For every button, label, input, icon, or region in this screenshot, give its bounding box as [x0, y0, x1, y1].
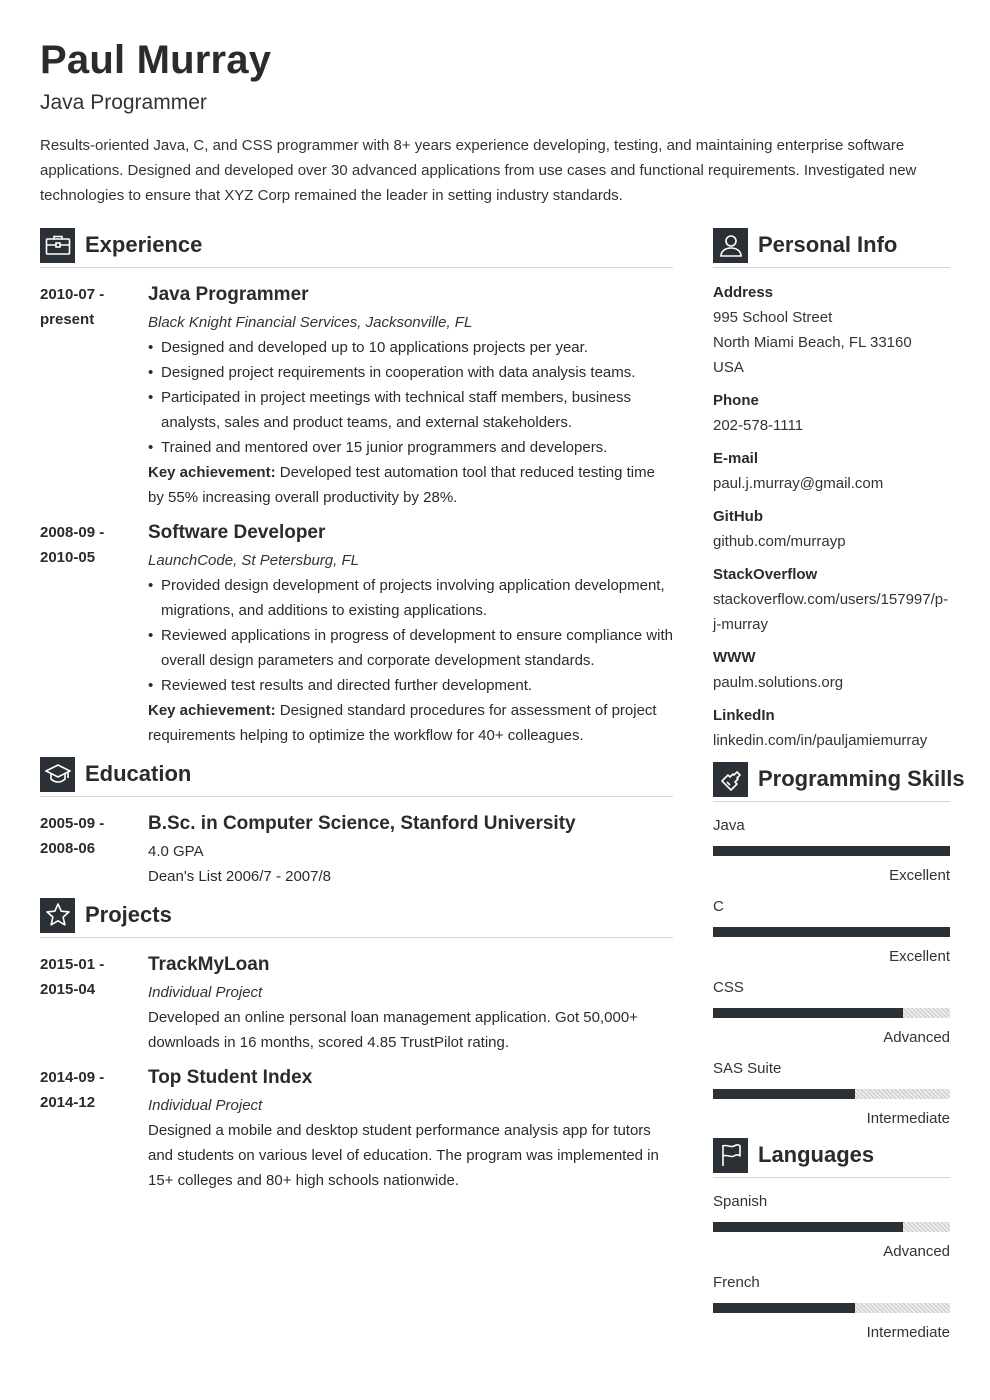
project-desc: Developed an online personal loan management application. Got 50,000+ downloads in 16 months, scored 4.85 TrustPilot rating.	[148, 1009, 638, 1051]
language-name: Spanish	[713, 1193, 768, 1210]
address-line: USA	[713, 359, 744, 376]
phone-value: 202-578-1111	[713, 417, 804, 434]
skill-level: Advanced	[883, 1029, 950, 1046]
deans-list: Dean's List 2006/7 - 2007/8	[148, 868, 331, 885]
github-value: github.com/murrayp	[713, 533, 846, 550]
linkedin-value: linkedin.com/in/pauljamiemurray	[713, 732, 928, 749]
puzzle-hand-icon	[713, 762, 748, 797]
language-name: French	[713, 1274, 760, 1291]
experience-title: Experience	[85, 232, 203, 257]
project-date: 2014-09 - 2014-12	[40, 1069, 105, 1111]
bullet: • Designed and developed up to 10 applications projects per year.	[148, 335, 673, 360]
summary: Results-oriented Java, C, and CSS programmer with 8+ years experience developing, testing, and maintaining enterprise software applications. Designed and developed over 30 advanced applications from use cases and functional requirements. Investigated new technologies to ensure that XYZ Corp remained the leader in setting industry standards.	[40, 137, 917, 204]
flag-icon	[713, 1138, 748, 1173]
address-group: Address 995 School Street North Miami Beach, FL 33160 USA	[713, 280, 950, 380]
language-level: Intermediate	[866, 1324, 950, 1341]
project-title: TrackMyLoan	[148, 954, 270, 975]
skills-list	[713, 813, 950, 1131]
linkedin-group: LinkedIn linkedin.com/in/pauljamiemurray	[713, 703, 950, 753]
skills-header	[713, 761, 965, 802]
language-item	[713, 1189, 950, 1264]
right-column	[713, 227, 965, 1351]
email-group: E-mail paul.j.murray@gmail.com	[713, 446, 950, 496]
personal-info-title: Personal Info	[758, 232, 898, 257]
language-item	[713, 1270, 950, 1345]
skill-bar	[713, 1008, 950, 1018]
www-group: WWW paulm.solutions.org	[713, 645, 950, 695]
gpa: 4.0 GPA	[148, 843, 204, 860]
graduation-cap-icon	[40, 757, 75, 792]
skills-title: Programming Skills	[758, 766, 965, 791]
language-bar	[713, 1303, 950, 1313]
language-bar	[713, 1222, 950, 1232]
projects-title: Projects	[85, 902, 172, 927]
skill-name: C	[713, 898, 724, 915]
education-header	[40, 756, 673, 797]
job-title: Java Programmer	[148, 284, 309, 305]
experience-header	[40, 227, 673, 268]
phone-group: Phone 202-578-1111	[713, 388, 950, 438]
skill-level: Excellent	[889, 867, 950, 884]
bullet: • Participated in project meetings with technical staff members, business analysts, sales and product teams, and external stakeholders.	[148, 385, 673, 435]
project-desc: Designed a mobile and desktop student performance analysis app for tutors and students on various level of education. The program was implemented in 15+ colleges and 80+ high schools nationwide.	[148, 1122, 659, 1189]
degree-title: B.Sc. in Computer Science, Stanford University	[148, 813, 576, 834]
project-type: Individual Project	[148, 984, 263, 1001]
skill-item	[713, 894, 950, 969]
address-line: 995 School Street	[713, 309, 833, 326]
left-column	[40, 227, 673, 1193]
languages-list	[713, 1189, 950, 1345]
key-achievement: Key achievement: Developed test automation tool that reduced testing time by 55% increasing overall productivity by 28%.	[148, 464, 655, 506]
candidate-role: Java Programmer	[40, 91, 207, 114]
skill-bar-fill	[713, 1008, 903, 1018]
skill-bar-fill	[713, 846, 950, 856]
skill-name: Java	[713, 817, 745, 834]
bullet: • Provided design development of projects involving application development, migrations, and additions to existing applications.	[148, 573, 673, 623]
bullet: • Reviewed test results and directed further development.	[148, 673, 673, 698]
skill-level: Intermediate	[866, 1110, 950, 1127]
language-bar-fill	[713, 1303, 855, 1313]
personal-info-header	[713, 227, 950, 268]
job-bullets	[148, 335, 673, 460]
languages-title: Languages	[758, 1142, 875, 1167]
project-entry	[40, 1065, 673, 1193]
project-type: Individual Project	[148, 1097, 263, 1114]
skill-level: Excellent	[889, 948, 950, 965]
job-entry	[40, 282, 673, 510]
skill-bar	[713, 927, 950, 937]
skill-name: CSS	[713, 979, 744, 996]
skill-item	[713, 975, 950, 1050]
education-entry	[40, 811, 673, 889]
bullet: • Reviewed applications in progress of development to ensure compliance with overall design parameters and corporate development standards.	[148, 623, 673, 673]
job-title: Software Developer	[148, 522, 326, 543]
language-bar-fill	[713, 1222, 903, 1232]
skill-bar-fill	[713, 927, 950, 937]
projects-header	[40, 897, 673, 938]
job-org: LaunchCode, St Petersburg, FL	[148, 552, 359, 569]
star-icon	[40, 898, 75, 933]
job-bullets	[148, 573, 673, 698]
briefcase-icon	[40, 228, 75, 263]
skill-name: SAS Suite	[713, 1060, 782, 1077]
stackoverflow-value: stackoverflow.com/users/157997/p-j-murray	[713, 591, 949, 633]
project-date: 2015-01 - 2015-04	[40, 956, 105, 998]
github-group: GitHub github.com/murrayp	[713, 504, 950, 554]
education-title: Education	[85, 761, 192, 786]
bullet: • Trained and mentored over 15 junior programmers and developers.	[148, 435, 673, 460]
bullet: • Designed project requirements in cooperation with data analysis teams.	[148, 360, 673, 385]
language-level: Advanced	[883, 1243, 950, 1260]
job-date: 2008-09 - 2010-05	[40, 524, 105, 566]
skill-bar-fill	[713, 1089, 855, 1099]
stackoverflow-group: StackOverflow stackoverflow.com/users/157997/p-j-murray	[713, 562, 950, 637]
skill-item	[713, 813, 950, 888]
job-org: Black Knight Financial Services, Jacksonville, FL	[148, 314, 473, 331]
candidate-name: Paul Murray	[40, 38, 272, 82]
job-entry	[40, 520, 673, 748]
skill-bar	[713, 1089, 950, 1099]
job-date: 2010-07 - present	[40, 286, 105, 328]
languages-header	[713, 1137, 950, 1178]
address-line: North Miami Beach, FL 33160	[713, 334, 912, 351]
education-date: 2005-09 - 2008-06	[40, 815, 105, 857]
skill-item	[713, 1056, 950, 1131]
www-value: paulm.solutions.org	[713, 674, 844, 691]
email-value: paul.j.murray@gmail.com	[713, 475, 884, 492]
skill-bar	[713, 846, 950, 856]
project-entry	[40, 952, 673, 1055]
key-achievement: Key achievement: Designed standard procedures for assessment of project requirements helping to optimize the workflow for 40+ colleagues.	[148, 702, 657, 744]
project-title: Top Student Index	[148, 1067, 313, 1088]
user-icon	[713, 228, 748, 263]
